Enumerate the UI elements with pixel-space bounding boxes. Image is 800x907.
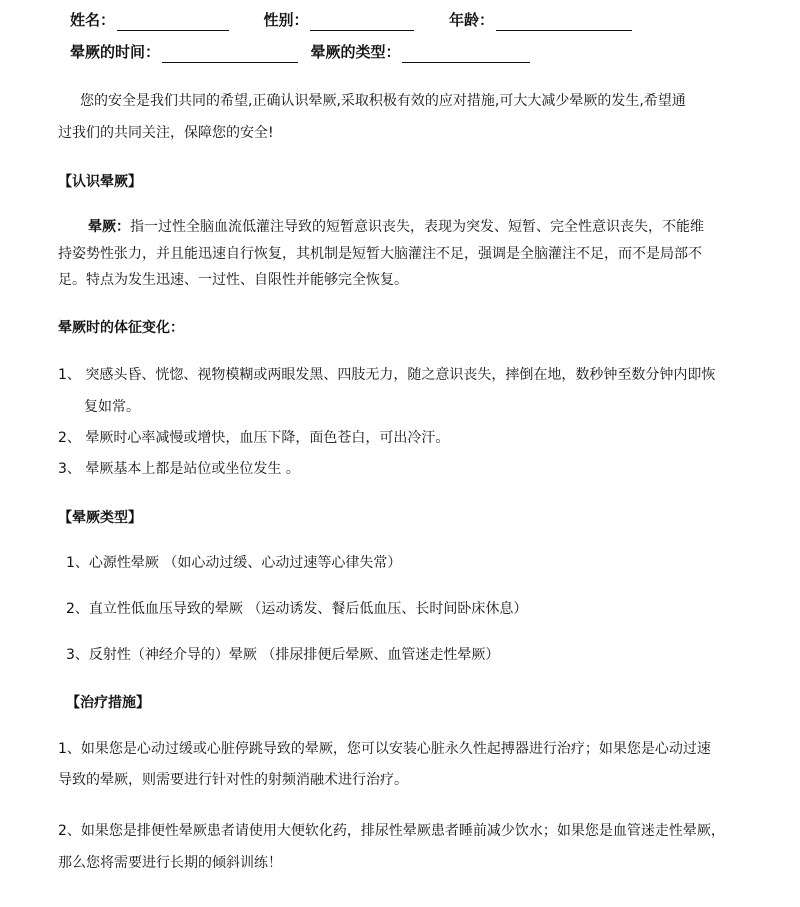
syncope-time-label: 晕厥的时间： [70, 43, 161, 61]
intro-line-1: 您的安全是我们共同的希望,正确认识晕厥,采取积极有效的应对措施,可大大减少晕厥的发生,希望通 [80, 93, 686, 109]
syncope-type-field[interactable] [402, 46, 530, 63]
recognize-line-1 [88, 217, 704, 237]
section-title-signs: 晕厥时的体征变化： [58, 320, 184, 336]
signs-item-1-line-2: 复如常。 [84, 399, 140, 415]
age-field[interactable] [496, 14, 632, 31]
gender-label: 性别： [263, 11, 309, 29]
section-title-treatment: 【治疗措施】 [66, 695, 150, 711]
recognize-definition: 指一过性全脑血流低灌注导致的短暂意识丧失，表现为突发、短暂、完全性意识丧失，不能维 [130, 219, 704, 235]
gender-field[interactable] [310, 14, 414, 31]
form-row-2 [70, 42, 530, 63]
types-item-2: 2、直立性低血压导致的晕厥 （运动诱发、餐后低血压、长时间卧床休息） [66, 601, 528, 617]
intro-line-2: 过我们的共同关注，保障您的安全! [58, 125, 274, 141]
syncope-type-label: 晕厥的类型： [310, 43, 401, 61]
signs-item-2: 2、 晕厥时心率减慢或增快，血压下降，面色苍白，可出冷汗。 [58, 430, 450, 446]
types-item-3: 3、反射性（神经介导的）晕厥 （排尿排便后晕厥、血管迷走性晕厥） [66, 647, 500, 663]
types-item-1: 1、心源性晕厥 （如心动过缓、心动过速等心律失常） [66, 555, 402, 571]
age-label: 年龄： [448, 11, 494, 29]
treatment-item-2-line-1: 2、如果您是排便性晕厥患者请使用大便软化药，排尿性晕厥患者睡前减少饮水；如果您是血管迷走性晕厥， [58, 823, 725, 839]
treatment-item-1-line-1: 1、如果您是心动过缓或心脏停跳导致的晕厥，您可以安装心脏永久性起搏器进行治疗；如果您是心动过速 [58, 741, 711, 757]
syncope-time-field[interactable] [162, 46, 298, 63]
form-row-1 [70, 10, 632, 31]
recognize-line-3: 足。特点为发生迅速、一过性、自限性并能够完全恢复。 [58, 272, 408, 288]
recognize-term: 晕厥： [88, 219, 130, 235]
name-label: 姓名： [70, 11, 116, 29]
name-field[interactable] [117, 14, 229, 31]
treatment-item-1-line-2: 导致的晕厥，则需要进行针对性的射频消融术进行治疗。 [58, 772, 408, 788]
signs-item-1-line-1: 1、 突感头昏、恍惚、视物模糊或两眼发黑、四肢无力，随之意识丧失，摔倒在地，数秒钟至数分钟内即恢 [58, 367, 716, 383]
treatment-item-2-line-2: 那么您将需要进行长期的倾斜训练！ [58, 855, 282, 871]
recognize-line-2: 持姿势性张力，并且能迅速自行恢复，其机制是短暂大脑灌注不足，强调是全脑灌注不足，而不是局部不 [58, 246, 702, 262]
section-title-types: 【晕厥类型】 [58, 510, 142, 526]
signs-item-3: 3、 晕厥基本上都是站位或坐位发生 。 [58, 461, 300, 477]
section-title-recognize: 【认识晕厥】 [58, 174, 142, 190]
